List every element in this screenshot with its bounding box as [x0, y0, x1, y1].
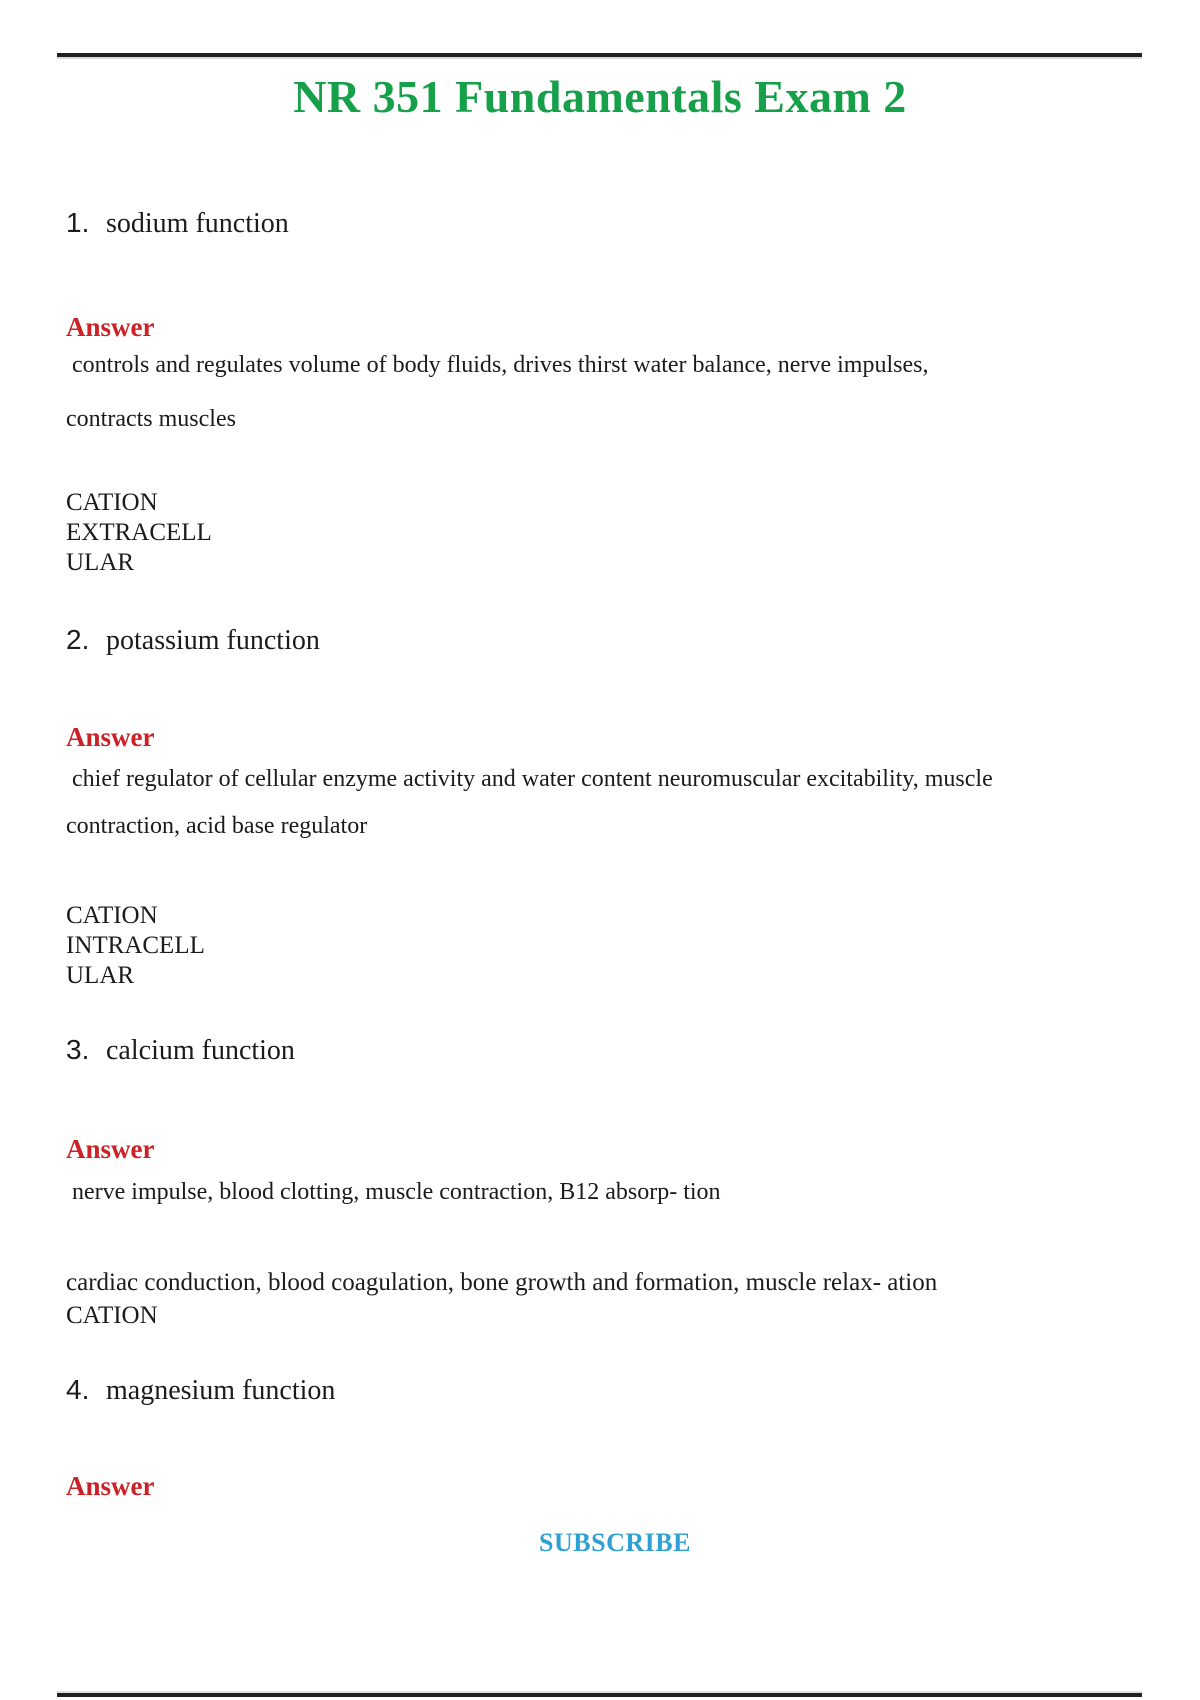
- answer-3-line: nerve impulse, blood clotting, muscle contraction, B12 absorp- tion: [66, 1179, 721, 1205]
- answer-3-cation-block: [66, 1266, 937, 1332]
- question-2-text: potassium function: [106, 625, 320, 656]
- question-4-number: 4.: [66, 1374, 90, 1405]
- cation-line: INTRACELL: [66, 932, 205, 959]
- answer-2-cation-block: [66, 901, 205, 991]
- answer-4-label: Answer: [66, 1471, 155, 1501]
- answer-3-label: Answer: [66, 1134, 155, 1164]
- cation-line: CATION: [66, 902, 158, 929]
- question-3-number: 3.: [66, 1034, 90, 1065]
- question-3: [66, 1034, 295, 1067]
- answer-1-label: Answer: [66, 312, 155, 342]
- question-3-text: calcium function: [106, 1035, 295, 1066]
- cation-line: CATION: [66, 489, 158, 516]
- answer-2-line: contraction, acid base regulator: [66, 813, 368, 839]
- answer-1-line: controls and regulates volume of body fluids, drives thirst water balance, nerve impulses,: [66, 352, 929, 378]
- answer-2-line: chief regulator of cellular enzyme activity and water content neuromuscular excitability, muscle: [66, 766, 993, 792]
- question-4-text: magnesium function: [106, 1375, 336, 1406]
- answer-2-label: Answer: [66, 722, 155, 752]
- subscribe-link[interactable]: SUBSCRIBE: [539, 1528, 691, 1557]
- question-4: [66, 1374, 335, 1407]
- answer-1-cation-block: [66, 488, 212, 578]
- cation-line: ULAR: [66, 962, 135, 989]
- answer-3-line: cardiac conduction, blood coagulation, bone growth and formation, muscle relax- ation: [66, 1269, 938, 1296]
- question-1-number: 1.: [66, 207, 90, 238]
- top-divider: [57, 53, 1142, 57]
- question-1: [66, 207, 289, 240]
- question-1-text: sodium function: [106, 208, 289, 239]
- question-2: [66, 624, 320, 657]
- document-title: NR 351 Fundamentals Exam 2: [293, 71, 907, 122]
- cation-line: ULAR: [66, 549, 135, 576]
- bottom-divider: [57, 1693, 1142, 1697]
- question-2-number: 2.: [66, 624, 90, 655]
- cation-line: EXTRACELL: [66, 519, 212, 546]
- cation-line: CATION: [66, 1302, 158, 1329]
- answer-1-line: contracts muscles: [66, 406, 236, 432]
